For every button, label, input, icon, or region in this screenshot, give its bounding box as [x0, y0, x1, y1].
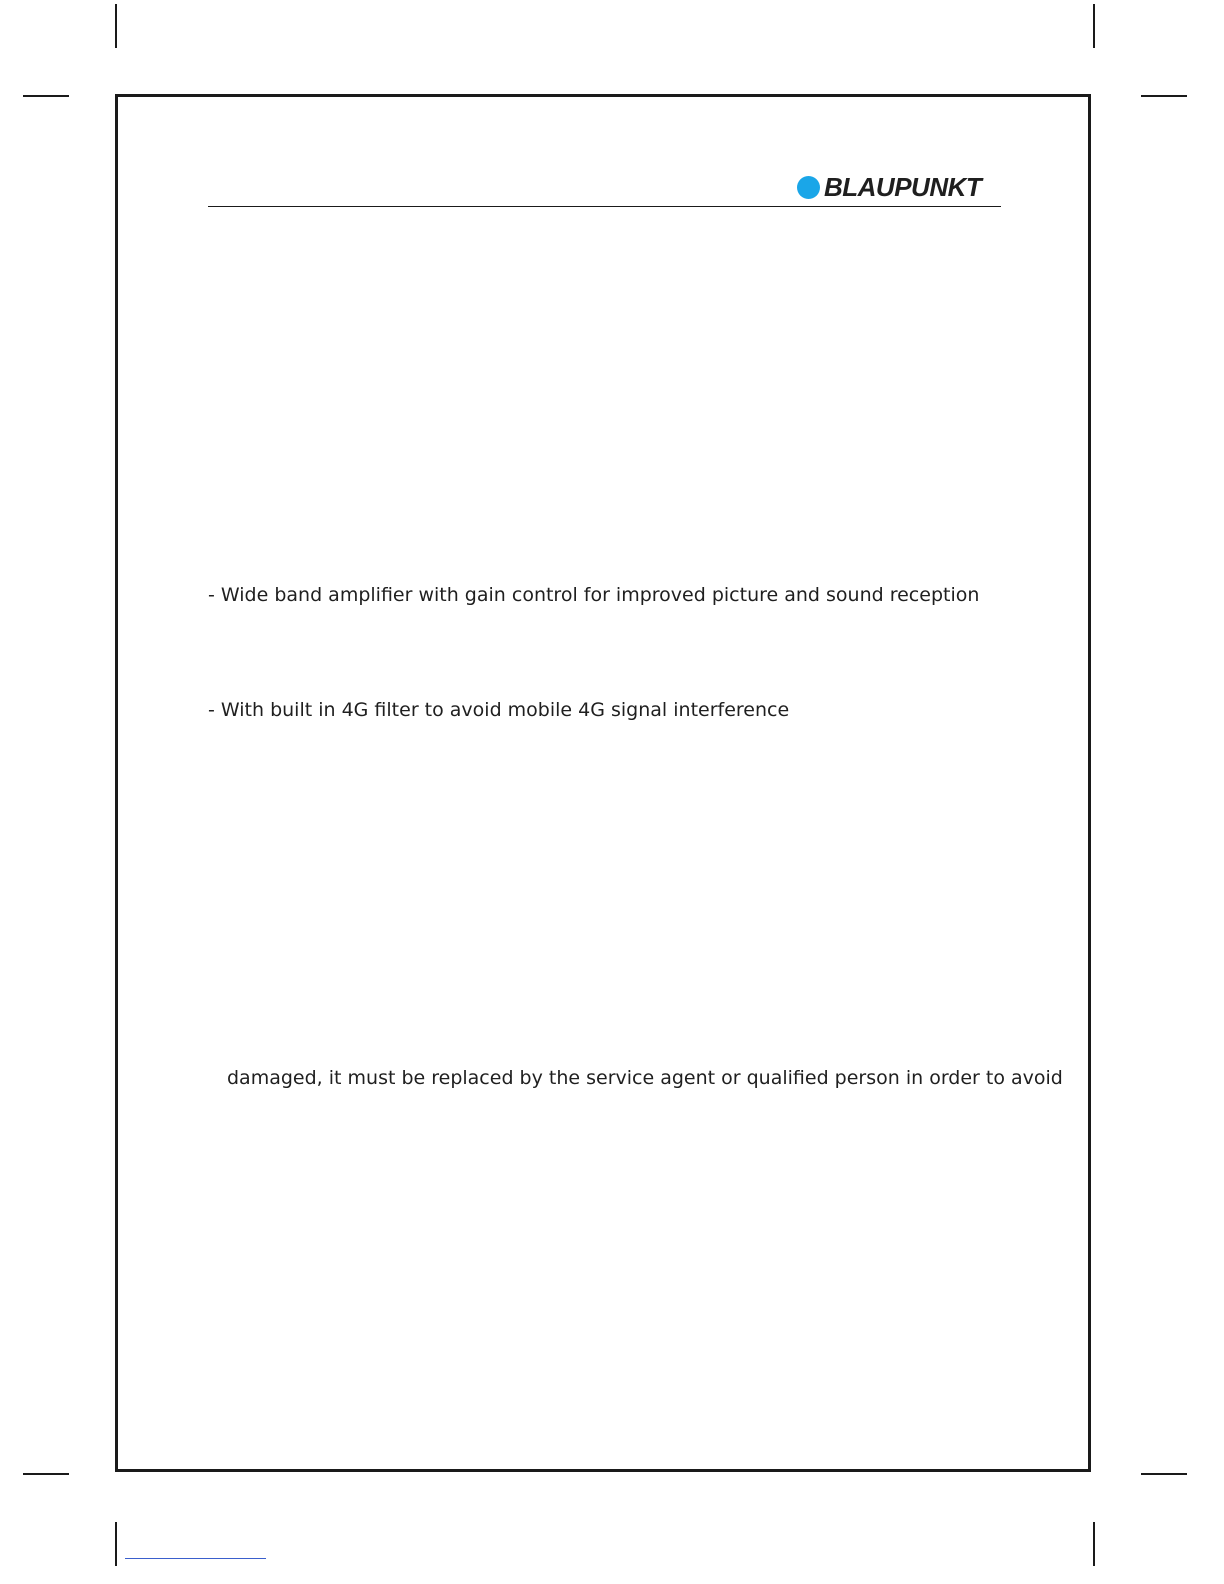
crop-mark-bottom-left	[115, 1522, 117, 1566]
crop-mark-left-bottom	[23, 1473, 69, 1475]
brand-dot-icon	[797, 176, 820, 199]
crop-mark-top-right	[1093, 4, 1095, 48]
header-divider	[208, 206, 1001, 207]
feature-line-gain-control: - Wide band amplifier with gain control for improved picture and sound reception	[208, 584, 980, 606]
crop-mark-right-bottom	[1141, 1473, 1187, 1475]
feature-line-4g-filter: - With built in 4G filter to avoid mobile 4G signal interference	[208, 699, 790, 721]
crop-mark-top-left	[115, 4, 117, 48]
crop-mark-right-top	[1141, 95, 1187, 97]
brand-logo	[797, 174, 981, 200]
crop-mark-bottom-right	[1093, 1522, 1095, 1566]
crop-mark-left-top	[23, 95, 69, 97]
safety-line-damaged: damaged, it must be replaced by the service agent or qualified person in order to avoid	[227, 1067, 1063, 1089]
footer-link-underline	[125, 1558, 266, 1559]
brand-logo-text: BLAUPUNKT	[824, 172, 982, 202]
page-frame	[115, 94, 1091, 1472]
